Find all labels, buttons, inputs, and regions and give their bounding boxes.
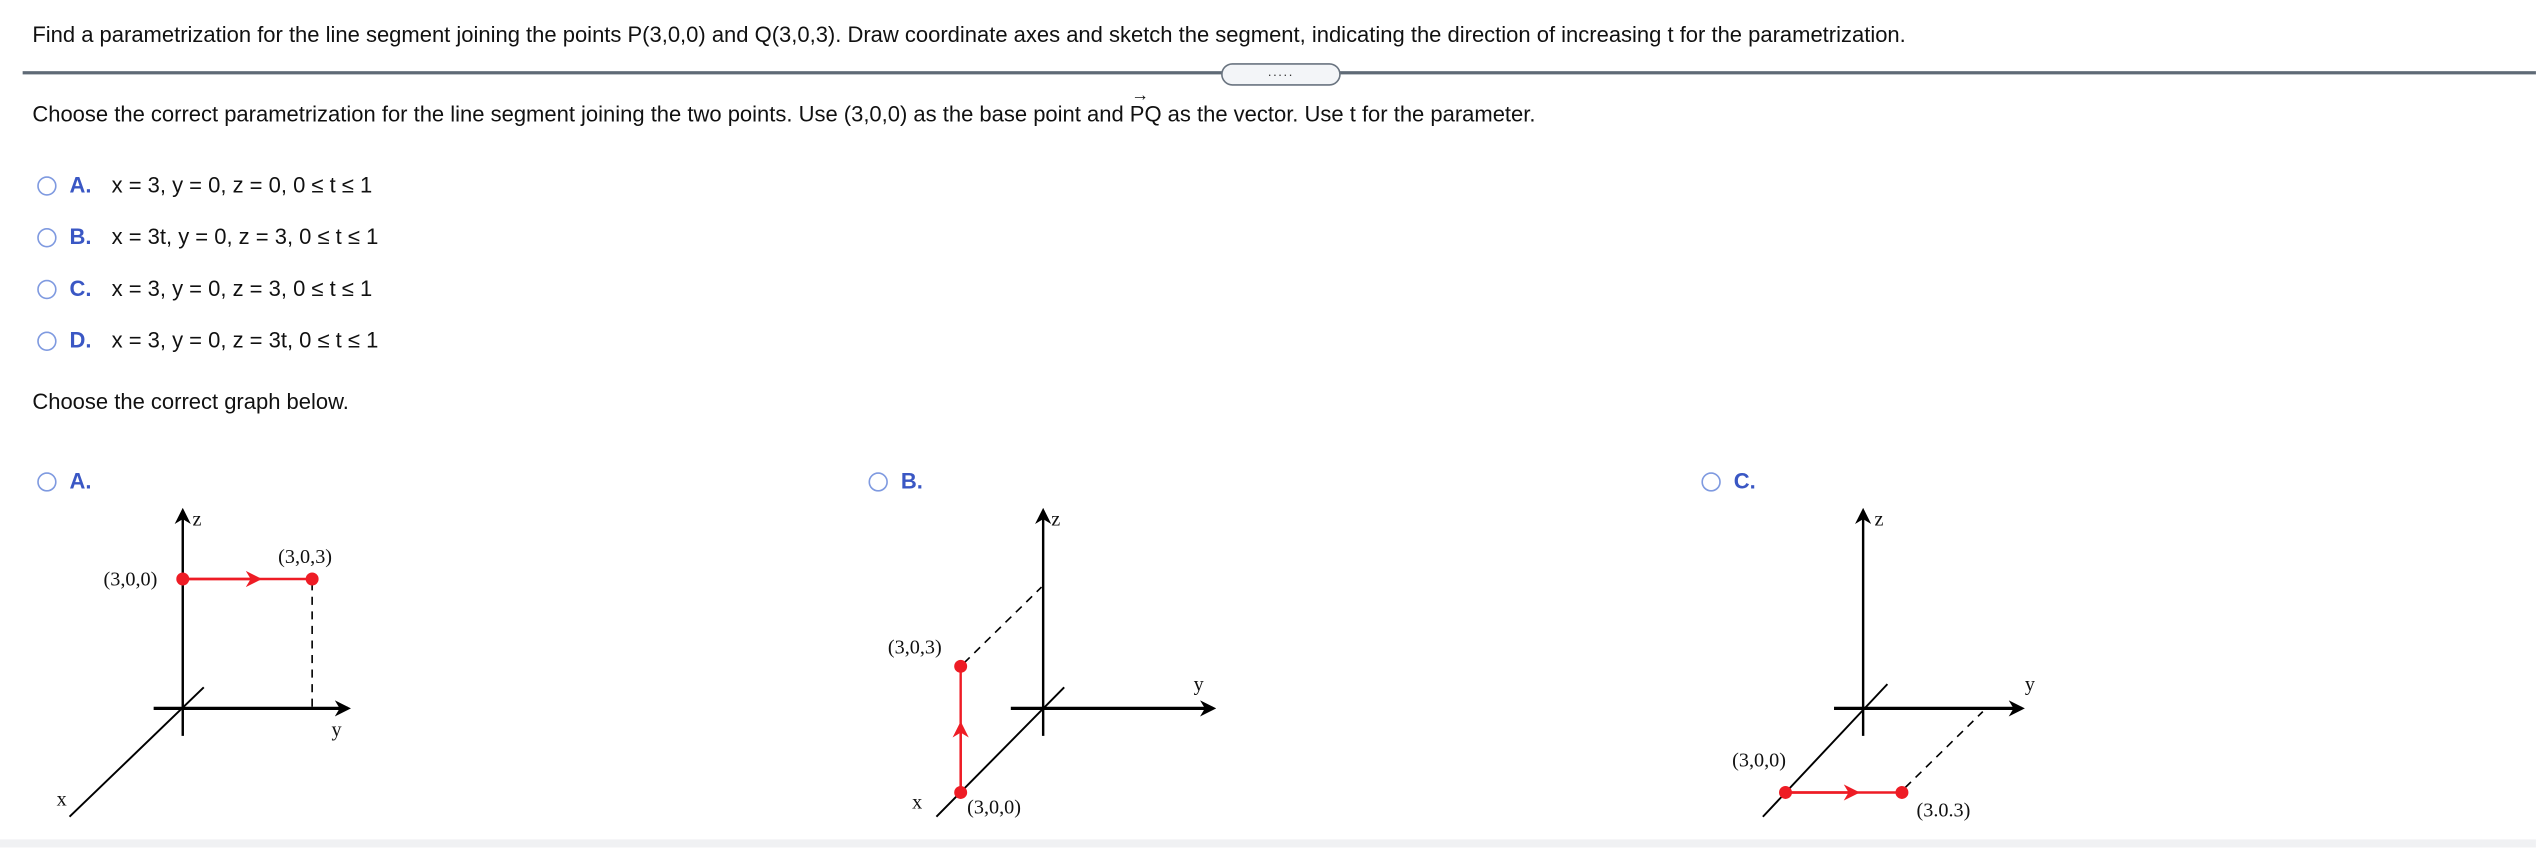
expand-button[interactable]: ..... bbox=[1221, 63, 1341, 86]
option-text: x = 3, y = 0, z = 0, 0 ≤ t ≤ 1 bbox=[111, 173, 373, 198]
option-letter: A. bbox=[69, 469, 92, 494]
start-point bbox=[176, 573, 189, 586]
end-point-label: (3.0.3) bbox=[1916, 799, 1971, 822]
x-label: x bbox=[912, 791, 923, 814]
start-point-label: (3,0,0) bbox=[967, 796, 1022, 819]
option-letter: C. bbox=[69, 276, 92, 301]
option-letter: B. bbox=[69, 224, 92, 250]
z-label: z bbox=[1874, 508, 1884, 531]
option-text: x = 3, y = 0, z = 3, 0 ≤ t ≤ 1 bbox=[111, 276, 373, 301]
start-point bbox=[954, 786, 967, 799]
option-letter: D. bbox=[69, 328, 92, 353]
option-letter: A. bbox=[69, 173, 92, 198]
end-point bbox=[954, 660, 967, 673]
vector-arrow-icon: → bbox=[1131, 85, 1150, 106]
z-label: z bbox=[192, 508, 202, 531]
z-label: z bbox=[1051, 508, 1061, 531]
vector-label: PQ bbox=[1129, 101, 1162, 127]
bottom-bar bbox=[0, 839, 2536, 847]
y-label: y bbox=[2024, 673, 2035, 696]
option-text: x = 3, y = 0, z = 3t, 0 ≤ t ≤ 1 bbox=[111, 328, 379, 353]
option-text: x = 3t, y = 0, z = 3, 0 ≤ t ≤ 1 bbox=[111, 224, 379, 250]
start-point-label: (3,0,0) bbox=[1732, 749, 1787, 772]
prompt-text: as the vector. Use t for the parameter. bbox=[1161, 101, 1536, 127]
prompt-text: Choose the correct parametrization for the line segment joining the two points. Use (3,0,0) as the base point and bbox=[32, 101, 1130, 127]
y-label: y bbox=[1193, 673, 1204, 696]
dashed-guide bbox=[1905, 712, 1983, 788]
end-point bbox=[1895, 786, 1908, 799]
end-point-label: (3,0,3) bbox=[887, 636, 942, 659]
graph-c bbox=[1732, 509, 2036, 822]
option-letter: C. bbox=[1733, 469, 1756, 494]
start-point bbox=[1779, 786, 1792, 799]
x-label: x bbox=[56, 788, 67, 811]
x-axis bbox=[70, 687, 204, 816]
part2-prompt: Choose the correct graph below. bbox=[32, 389, 349, 415]
end-point bbox=[306, 573, 319, 586]
end-point-label: (3,0,3) bbox=[278, 545, 333, 568]
y-label: y bbox=[331, 718, 342, 741]
graph-b bbox=[888, 509, 1213, 819]
dashed-guide bbox=[964, 587, 1042, 663]
graph-a bbox=[57, 509, 348, 817]
option-letter: B. bbox=[900, 469, 923, 494]
question-text: Find a parametrization for the line segment joining the points P(3,0,0) and Q(3,0,3). Draw coordinate axes and sketch the segment, indicating the direction of increasing t for the parametrization. bbox=[32, 22, 1906, 47]
start-point-label: (3,0,0) bbox=[103, 568, 158, 591]
